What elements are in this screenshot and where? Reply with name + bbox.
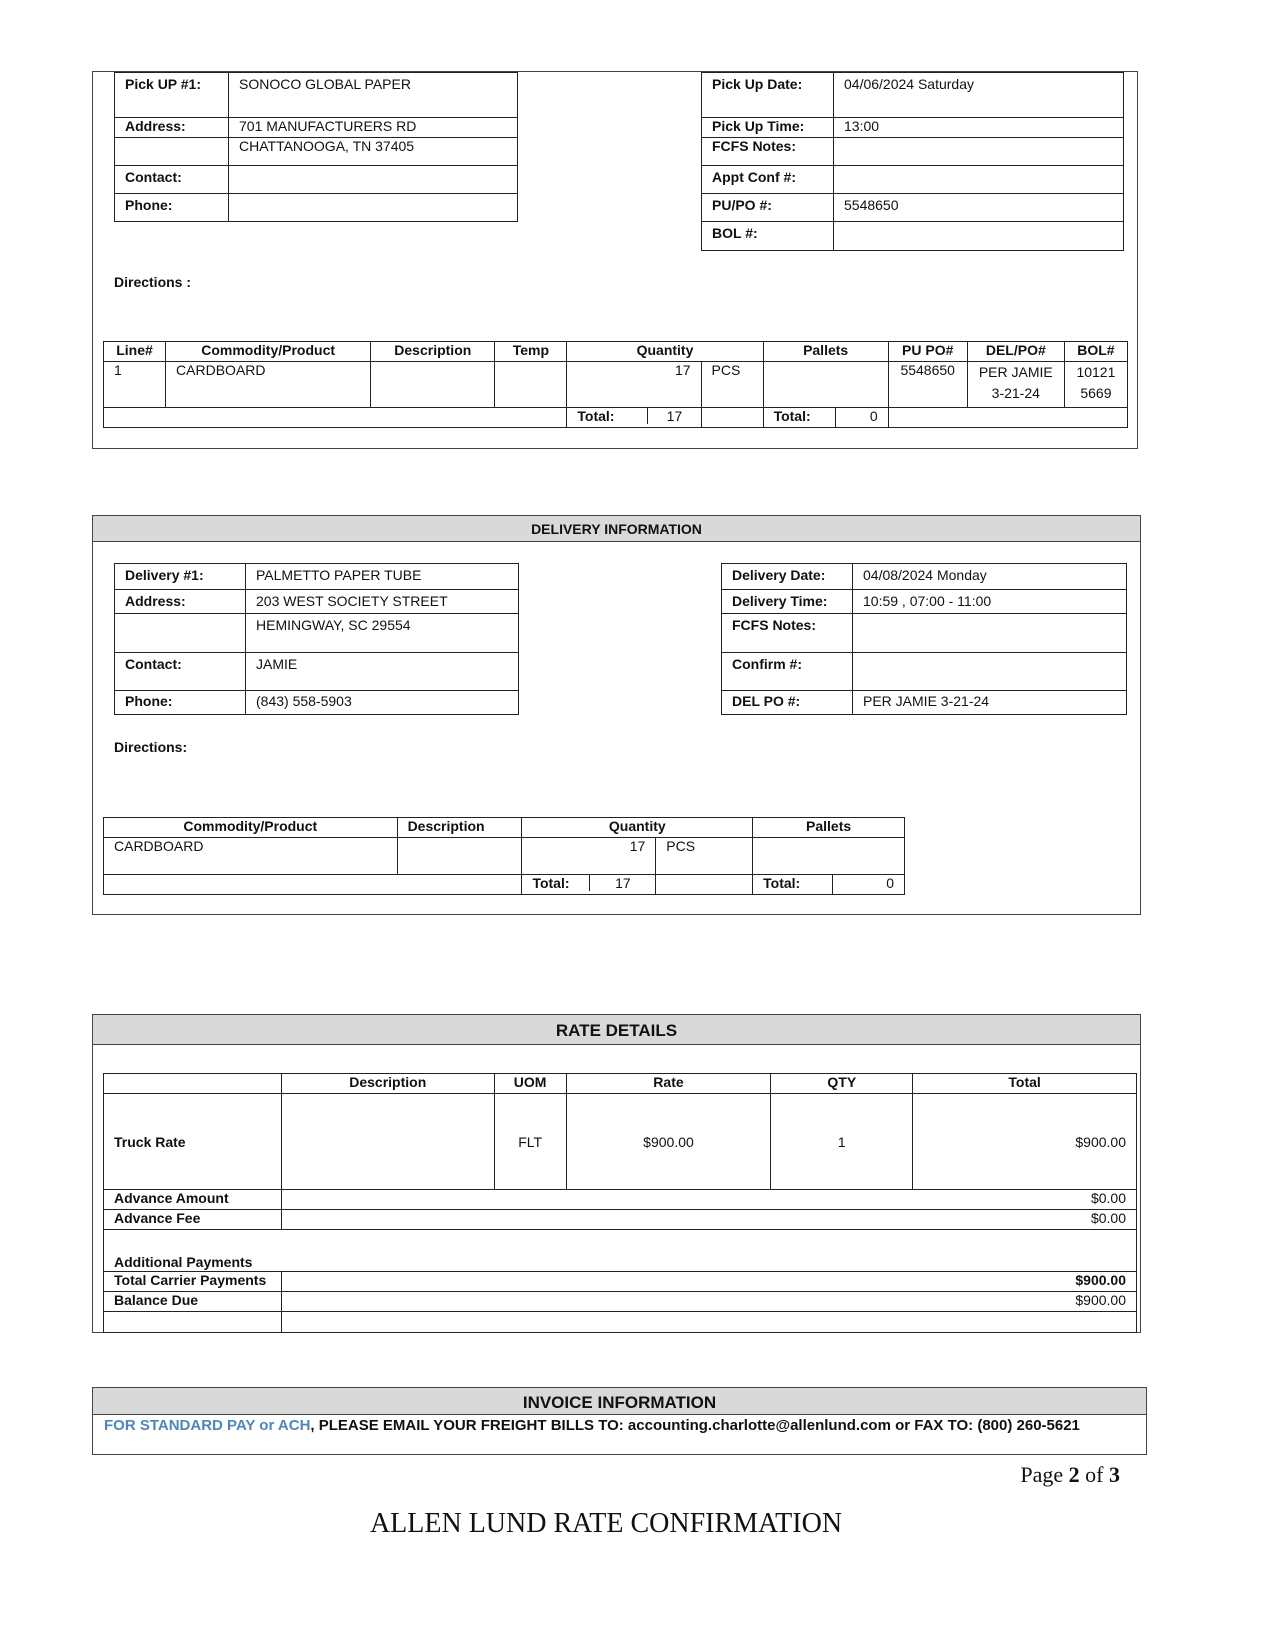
- pickup-contact: [229, 166, 518, 194]
- truck-qty: 1: [771, 1094, 913, 1190]
- pickup-pupo-label: PU/PO #:: [702, 194, 834, 222]
- pickup-bol: [834, 222, 1124, 251]
- invoice-instructions: , PLEASE EMAIL YOUR FREIGHT BILLS TO: accounting.charlotte@allenlund.com or FAX TO: (800) 260-5621: [310, 1417, 1080, 1434]
- invoice-section-title: INVOICE INFORMATION: [92, 1387, 1147, 1415]
- row-del-po-line2: 3-21-24: [991, 385, 1040, 401]
- delivery-fcfs: [853, 614, 1127, 653]
- rate-table: [103, 1073, 1137, 1333]
- pickup-commodity-table: [103, 341, 1128, 428]
- col-description: Description: [371, 342, 495, 362]
- page-prefix: Page: [1020, 1462, 1069, 1487]
- col-line: Line#: [104, 342, 166, 362]
- col-quantity: Quantity: [522, 818, 753, 838]
- qty-total-label: Total: 17: [567, 408, 701, 428]
- qty-total: 17: [615, 875, 631, 891]
- delivery-phone: (843) 558-5903: [246, 691, 519, 715]
- truck-rate-label: Truck Rate: [104, 1094, 282, 1190]
- col-pallets: Pallets: [753, 818, 905, 838]
- advance-amount: $0.00: [281, 1190, 1136, 1210]
- pickup-name: SONOCO GLOBAL PAPER: [229, 73, 518, 118]
- col-description: Description: [281, 1074, 494, 1094]
- pickup-fcfs-label: FCFS Notes:: [702, 138, 834, 166]
- balance-due: $900.00: [281, 1292, 1136, 1312]
- row-commodity: CARDBOARD: [104, 838, 398, 875]
- pickup-phone: [229, 194, 518, 222]
- col-commodity: Commodity/Product: [166, 342, 371, 362]
- pickup-date: 04/06/2024 Saturday: [834, 73, 1124, 118]
- pickup-schedule-table: [701, 72, 1124, 251]
- delivery-confirm: [853, 653, 1127, 691]
- row-commodity: CARDBOARD: [166, 362, 371, 408]
- delivery-date-label: Delivery Date:: [722, 564, 853, 590]
- delivery-address-line1: 203 WEST SOCIETY STREET: [246, 590, 519, 614]
- truck-total: $900.00: [913, 1094, 1137, 1190]
- pickup-appt-label: Appt Conf #:: [702, 166, 834, 194]
- table-row: [104, 362, 1128, 408]
- truck-uom: FLT: [494, 1094, 566, 1190]
- pickup-directions-label: Directions :: [114, 274, 192, 290]
- rate-section-title: RATE DETAILS: [92, 1014, 1141, 1045]
- delivery-delpo-label: DEL PO #:: [722, 691, 853, 715]
- advance-fee: $0.00: [281, 1210, 1136, 1230]
- pickup-fcfs: [834, 138, 1124, 166]
- row-line: 1: [104, 362, 166, 408]
- delivery-directions-label: Directions:: [114, 739, 188, 755]
- qty-total: 17: [666, 408, 683, 424]
- delivery-contact-label: Contact:: [115, 653, 246, 691]
- col-total: Total: [913, 1074, 1137, 1094]
- row-bol-line2: 5669: [1080, 385, 1112, 401]
- delivery-address-line2: HEMINGWAY, SC 29554: [246, 614, 519, 653]
- row-pu-po: 5548650: [888, 362, 967, 408]
- balance-due-label: Balance Due: [104, 1292, 282, 1312]
- row-bol-line1: 10121: [1076, 364, 1116, 380]
- advance-fee-label: Advance Fee: [104, 1210, 282, 1230]
- col-description: Description: [397, 818, 522, 838]
- truck-rate: $900.00: [566, 1094, 771, 1190]
- table-row: [104, 1094, 1137, 1190]
- delivery-address-label: Address:: [115, 590, 246, 614]
- col-pallets: Pallets: [763, 342, 888, 362]
- pickup-date-label: Pick Up Date:: [702, 73, 834, 118]
- pickup-info-table: [114, 72, 518, 222]
- advance-amount-label: Advance Amount: [104, 1190, 282, 1210]
- row-qty: 17: [567, 362, 701, 408]
- pickup-address-line1: 701 MANUFACTURERS RD: [229, 118, 518, 138]
- row-qty: 17: [522, 838, 656, 875]
- pickup-appt: [834, 166, 1124, 194]
- additional-payments-label: Additional Payments: [104, 1230, 1137, 1272]
- delivery-delpo: PER JAMIE 3-21-24: [853, 691, 1127, 715]
- pickup-pupo: 5548650: [834, 194, 1124, 222]
- page-number: [990, 1462, 1120, 1488]
- pickup-phone-label: Phone:: [115, 194, 229, 222]
- delivery-info-table: [114, 563, 519, 715]
- delivery-commodity-table: [103, 817, 905, 895]
- pickup-bol-label: BOL #:: [702, 222, 834, 251]
- document-title: ALLEN LUND RATE CONFIRMATION: [369, 1508, 843, 1539]
- delivery-section-title: DELIVERY INFORMATION: [92, 515, 1141, 542]
- row-pallets: [763, 362, 888, 408]
- col-quantity: Quantity: [567, 342, 763, 362]
- delivery-date: 04/08/2024 Monday: [853, 564, 1127, 590]
- invoice-highlight: FOR STANDARD PAY or ACH: [104, 1417, 311, 1434]
- row-bol: [1064, 362, 1127, 408]
- pallets-total: 0: [835, 408, 888, 428]
- pickup-contact-label: Contact:: [115, 166, 229, 194]
- col-pu-po: PU PO#: [888, 342, 967, 362]
- table-row: [104, 838, 905, 875]
- delivery-name: PALMETTO PAPER TUBE: [246, 564, 519, 590]
- total-carrier-label: Total Carrier Payments: [104, 1272, 282, 1292]
- col-qty: QTY: [771, 1074, 913, 1094]
- pickup-address-label: Address:: [115, 118, 229, 138]
- row-del-po: [967, 362, 1064, 408]
- page-total: 3: [1109, 1462, 1120, 1487]
- delivery-confirm-label: Confirm #:: [722, 653, 853, 691]
- row-unit: PCS: [701, 362, 763, 408]
- col-del-po: DEL/PO#: [967, 342, 1064, 362]
- qty-total-label: Total: 17: [522, 875, 656, 895]
- total-carrier: $900.00: [281, 1272, 1136, 1292]
- row-temp: [495, 362, 567, 408]
- page-current: 2: [1068, 1462, 1080, 1487]
- delivery-fcfs-label: FCFS Notes:: [722, 614, 853, 653]
- col-temp: Temp: [495, 342, 567, 362]
- pallets-total: 0: [833, 875, 905, 895]
- col-bol: BOL#: [1064, 342, 1127, 362]
- col-uom: UOM: [494, 1074, 566, 1094]
- invoice-text: [104, 1416, 1134, 1436]
- pallets-total-label: Total:: [753, 875, 833, 895]
- pallets-total-label: Total:: [763, 408, 835, 428]
- col-rate: Rate: [566, 1074, 771, 1094]
- delivery-schedule-table: [721, 563, 1127, 715]
- col-commodity: Commodity/Product: [104, 818, 398, 838]
- page-of: of: [1079, 1462, 1109, 1487]
- pickup-time: 13:00: [834, 118, 1124, 138]
- delivery-time-label: Delivery Time:: [722, 590, 853, 614]
- row-unit: PCS: [656, 838, 753, 875]
- row-description: [371, 362, 495, 408]
- row-del-po-line1: PER JAMIE: [978, 364, 1053, 380]
- pickup-num-label: Pick UP #1:: [115, 73, 229, 118]
- delivery-num-label: Delivery #1:: [115, 564, 246, 590]
- delivery-contact: JAMIE: [246, 653, 519, 691]
- delivery-time: 10:59 , 07:00 - 11:00: [853, 590, 1127, 614]
- pickup-time-label: Pick Up Time:: [702, 118, 834, 138]
- pickup-address-line2: CHATTANOOGA, TN 37405: [229, 138, 518, 166]
- delivery-phone-label: Phone:: [115, 691, 246, 715]
